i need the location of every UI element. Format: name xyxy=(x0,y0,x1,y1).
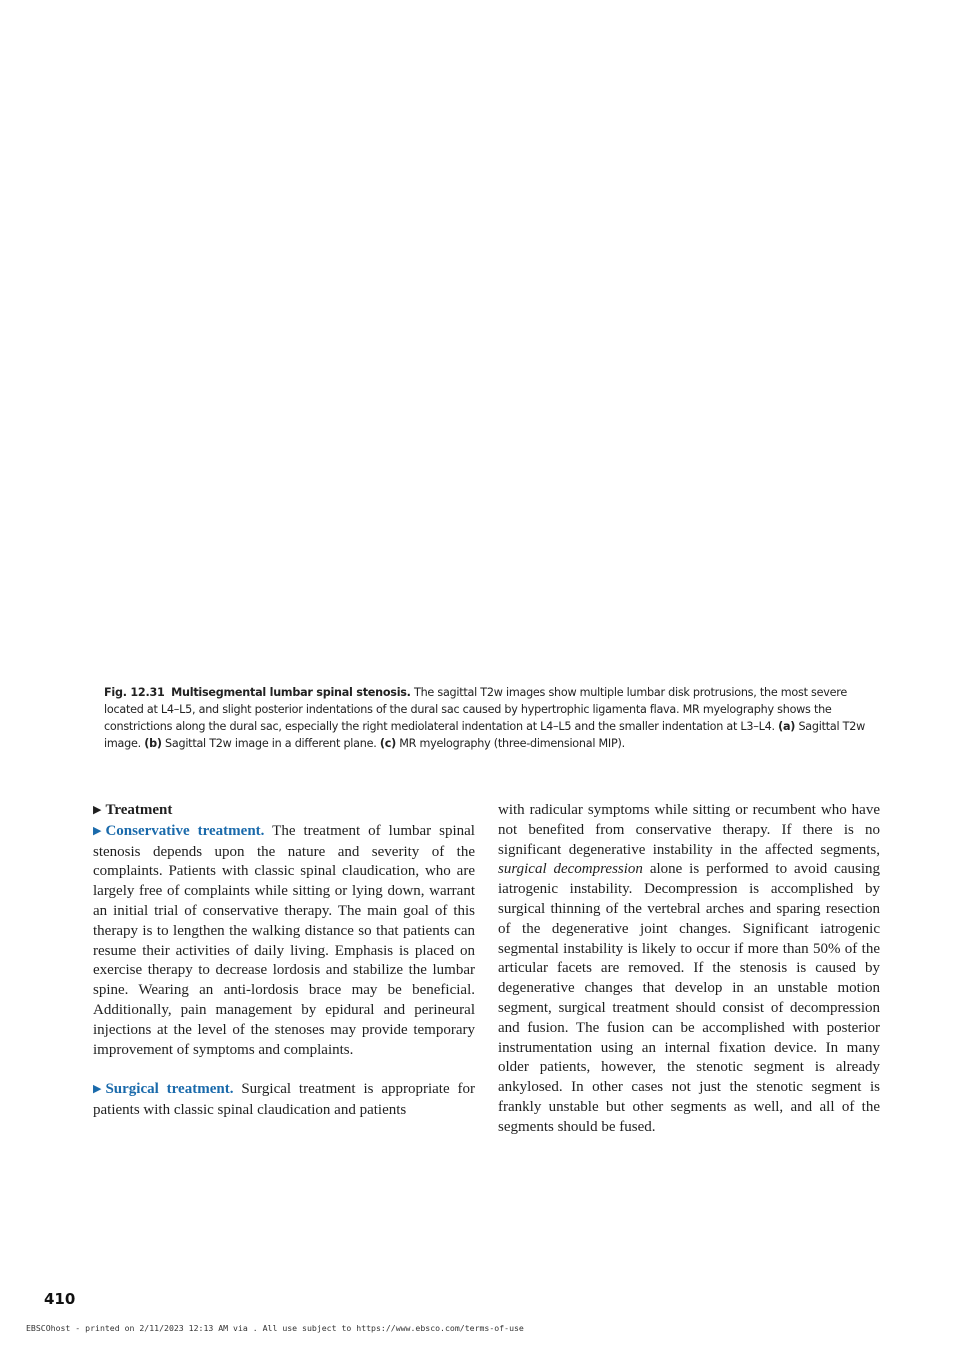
surgical-paragraph xyxy=(93,1080,475,1121)
panel-b-label: (b) xyxy=(144,737,162,750)
triangle-bullet-icon: ▶ xyxy=(93,804,102,816)
conservative-text: The treatment of lumbar spinal stenosis depends upon the nature and severity of the complaints. Patients with classic spinal claudication, who are largely free of complaints while sitting or lying down, warrant an initial trial of conservative therapy. The main goal of this therapy is to lengthen the walking distance so that patients can resume their activities of daily living. Emphasis is placed on exercise therapy to decrease lordosis and stabilize the lumbar spine. Wearing an anti-lordosis brace may be beneficial. Additionally, pain management by epidural and perineural injections at the level of the stenoses may provide temporary improvement of symptoms and complaints. xyxy=(93,822,475,1058)
continued-paragraph xyxy=(498,801,880,1138)
section-heading: Treatment xyxy=(105,802,173,818)
surgical-text: Surgical treatment is appropriate for patients with classic spinal claudication and patients xyxy=(93,1081,475,1118)
panel-a-label: (a) xyxy=(778,720,796,733)
section-heading-row xyxy=(93,801,475,822)
panel-b-text: Sagittal T2w image in a different plane. xyxy=(165,737,377,750)
figure-title: Multisegmental lumbar spinal stenosis. xyxy=(171,686,411,699)
conservative-heading: Conservative treatment. xyxy=(105,822,265,839)
panel-c-label: (c) xyxy=(379,737,396,750)
triangle-bullet-icon: ▶ xyxy=(93,1083,102,1096)
panel-a-text: Sagittal T2w image. xyxy=(104,720,865,750)
emphasis-text: surgical decompression xyxy=(498,861,643,878)
right-text-2: alone is performed to avoid causing iatrogenic instability. Decompression is accomplished by surgical thinning of the vertebral arches and sparing resection of the degenerative joint changes. Significant iatrogenic segmental instability is likely to occur if more than 50% of the articular facets are removed. If the stenosis is caused by degenerative changes that develop in an unstable motion segment, surgical treatment should consist of decompression and fusion. The fusion can be accomplished with posterior instrumentation using an internal fixation device. In many older patients, however, the stenotic segment is already ankylosed. In other cases not just the stenotic segment is frankly unstable but other segments as well, and all of the segments should be fused. xyxy=(498,861,880,1135)
right-text-1: with radicular symptoms while sitting or recumbent who have not benefited from conservative therapy. If there is no significant degenerative instability in the affected segments, xyxy=(498,802,880,858)
paragraph-gap xyxy=(93,1060,475,1080)
left-column xyxy=(93,801,475,1121)
page-number: 410 xyxy=(44,1290,76,1308)
figure-caption-body: The sagittal T2w images show multiple lumbar disk protrusions, the most severe located at L4–L5, and slight posterior indentations of the dural sac caused by hypertrophic ligamenta flava. MR myelography shows the constrictions along the dural sac, especially the right mediolateral indentation at L4–L5 and the smaller indentation at L3–L4. xyxy=(104,686,848,733)
figure-label: Fig. 12.31 xyxy=(104,686,165,699)
triangle-bullet-icon: ▶ xyxy=(93,824,102,837)
panel-c-text: MR myelography (three-dimensional MIP). xyxy=(399,737,625,750)
conservative-paragraph xyxy=(93,822,475,1061)
footer-notice: EBSCOhost - printed on 2/11/2023 12:13 AM via . All use subject to https://www.ebsco.com/terms-of-use xyxy=(26,1323,524,1333)
right-column xyxy=(498,801,880,1138)
figure-caption xyxy=(104,684,874,752)
figure-image-area xyxy=(103,40,873,670)
surgical-heading: Surgical treatment. xyxy=(105,1081,234,1098)
